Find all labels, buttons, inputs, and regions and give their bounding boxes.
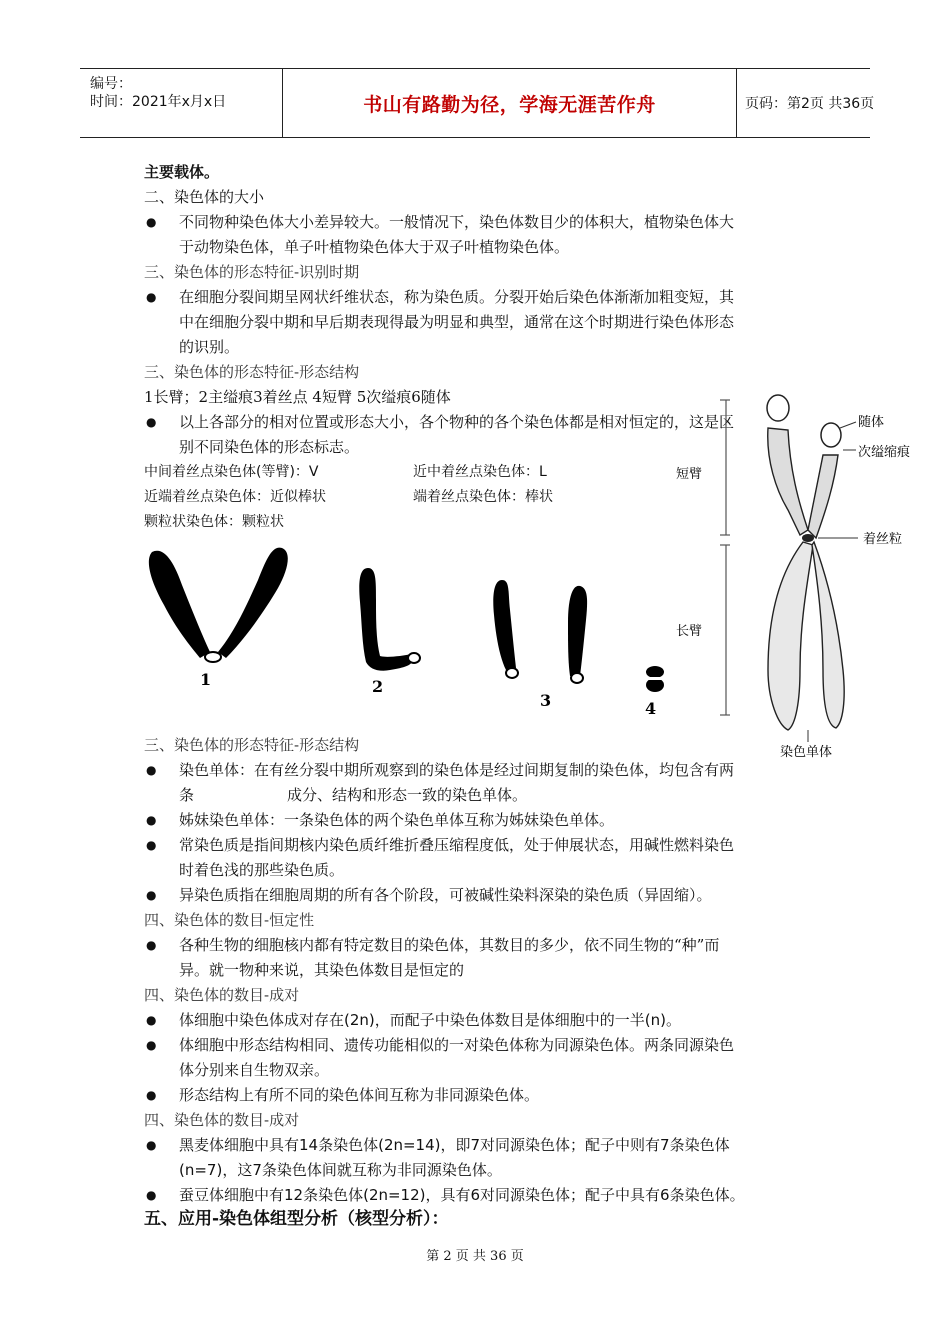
morph2-bullet-line1: 以上各部分的相对位置或形态大小，各个物种的各个染色体都是相对恒定的，这是区: [179, 413, 735, 431]
heading-number-pairs-2: 四、染色体的数目-成对: [144, 1111, 300, 1129]
morph3-bullet3-line2: 时着色浅的那些染色质。: [179, 861, 345, 879]
header-number: 编号：: [90, 76, 132, 92]
num2-bullet1: 体细胞中染色体成对存在(2n)，而配子中染色体数目是体细胞中的一半(n)。: [179, 1011, 681, 1029]
type-telocentric: 端着丝点染色体：棒状: [413, 489, 553, 505]
num2-bullet2-line1: 体细胞中形态结构相同、遗传功能相似的一对染色体称为同源染色体。两条同源染色: [179, 1036, 735, 1054]
num3-bullet2: 蚕豆体细胞中有12条染色体(2n=12)，具有6对同源染色体；配子中具有6条染色体。: [179, 1186, 745, 1204]
header-motto-cell: [282, 69, 737, 137]
bullet-icon: ●: [146, 763, 157, 777]
size-bullet-line2: 于动物染色体，单子叶植物染色体大于双子叶植物染色体。: [179, 238, 570, 256]
figure-label-4: 4: [645, 699, 657, 718]
label-satellite: 随体: [858, 415, 885, 430]
num2-bullet2-line2: 体分别来自生物双亲。: [179, 1061, 330, 1079]
header-date: 时间：2021年x月x日: [90, 94, 227, 110]
type-acrocentric: 近端着丝点染色体：近似棒状: [144, 489, 326, 505]
num3-bullet1-line1: 黑麦体细胞中具有14条染色体(2n=14)，即7对同源染色体；配子中则有7条染色体: [179, 1136, 730, 1154]
bullet-icon: ●: [146, 838, 157, 852]
figure-label-2: 2: [372, 677, 384, 696]
morph3-bullet4: 异染色质指在细胞周期的所有各个阶段，可被碱性染料深染的染色质（异固缩）。: [179, 886, 712, 904]
num1-bullet-line2: 异。就一物种来说，其染色体数目是恒定的: [179, 961, 465, 979]
header-page-info: 页码：第2页 共36页: [745, 96, 875, 112]
morph1-bullet-line3: 的识别。: [179, 338, 240, 356]
heading-morph-identify: 三、染色体的形态特征-识别时期: [144, 263, 360, 281]
morph3-bullet1-line2b: 成分、结构和形态一致的染色单体。: [287, 786, 528, 804]
bullet-icon: ●: [146, 1138, 157, 1152]
bullet-icon: ●: [146, 938, 157, 952]
heading-morph-structure: 三、染色体的形态特征-形态结构: [144, 363, 360, 381]
type-submetacentric: 近中着丝点染色体：L: [413, 464, 547, 480]
chromosome-granular: [646, 666, 664, 692]
heading-number-pairs: 四、染色体的数目-成对: [144, 986, 300, 1004]
morph3-bullet2: 姊妹染色单体：一条染色体的两个染色单体互称为姊妹染色单体。: [179, 811, 615, 829]
num2-bullet3: 形态结构上有所不同的染色体间互称为非同源染色体。: [179, 1086, 540, 1104]
chromosome-v-shape: [149, 548, 288, 662]
morph2-bullet-line2: 别不同染色体的形态标志。: [179, 438, 360, 456]
heading-application: 五、应用-染色体组型分析（核型分析）：: [144, 1209, 449, 1229]
header-page-info-cell: [735, 69, 880, 137]
chromosome-l-shape: [359, 568, 420, 671]
chromosome-acrocentric: [493, 580, 587, 683]
bullet-icon: ●: [146, 290, 157, 304]
header-meta: [80, 69, 282, 137]
figure-label-1: 1: [200, 670, 212, 689]
parts-list: 1长臂；2主缢痕3着丝点 4短臂 5次缢痕6随体: [144, 388, 451, 406]
morph1-bullet-line2: 中在细胞分裂中期和早后期表现得最为明显和典型，通常在这个时期进行染色体形态: [179, 313, 735, 331]
figure-label-3: 3: [540, 691, 552, 710]
morph3-bullet3-line1: 常染色质是指间期核内染色质纤维折叠压缩程度低，处于伸展状态，用碱性燃料染色: [179, 836, 735, 854]
bullet-icon: ●: [146, 813, 157, 827]
heading-number-constancy: 四、染色体的数目-恒定性: [144, 911, 315, 929]
label-long-arm: 长臂: [676, 624, 703, 639]
morph3-bullet1-line2a: 条: [179, 786, 195, 804]
label-short-arm: 短臂: [676, 467, 703, 482]
size-bullet-line1: 不同物种染色体大小差异较大。一般情况下，染色体数目少的体积大，植物染色体大: [179, 213, 735, 231]
bullet-icon: ●: [146, 415, 157, 429]
label-secondary-constriction: 次缢缩痕: [858, 445, 911, 460]
num3-bullet1-line2: (n=7)，这7条染色体间就互称为非同源染色体。: [179, 1161, 502, 1179]
morph3-bullet1-line1: 染色单体：在有丝分裂中期所观察到的染色体是经过间期复制的染色体，均包含有两: [179, 761, 735, 779]
chromosome-types-figure: [140, 540, 680, 725]
label-centromere: 着丝粒: [863, 532, 903, 547]
type-metacentric: 中间着丝点染色体(等臂)：V: [144, 464, 319, 480]
label-chromatid: 染色单体: [780, 745, 833, 760]
morph1-bullet-line1: 在细胞分裂间期呈网状纤维状态，称为染色质。分裂开始后染色体渐渐加粗变短，其: [179, 288, 735, 306]
bullet-icon: ●: [146, 1088, 157, 1102]
bullet-icon: ●: [146, 215, 157, 229]
bullet-icon: ●: [146, 1188, 157, 1202]
page-header: [80, 68, 875, 138]
bullet-icon: ●: [146, 888, 157, 902]
bullet-icon: ●: [146, 1038, 157, 1052]
chromosome-structure-figure: [668, 380, 940, 765]
paragraph-carrier: 主要载体。: [144, 163, 220, 181]
header-motto: 书山有路勤为径，学海无涯苦作舟: [363, 93, 656, 116]
num1-bullet-line1: 各种生物的细胞核内都有特定数目的染色体，其数目的多少，依不同生物的“种”而: [179, 936, 720, 954]
heading-size: 二、染色体的大小: [144, 188, 265, 206]
page-footer: 第 2 页 共 36 页: [426, 1249, 524, 1264]
type-granular: 颗粒状染色体：颗粒状: [144, 514, 284, 530]
bullet-icon: ●: [146, 1013, 157, 1027]
heading-morph-structure-2: 三、染色体的形态特征-形态结构: [144, 736, 360, 754]
